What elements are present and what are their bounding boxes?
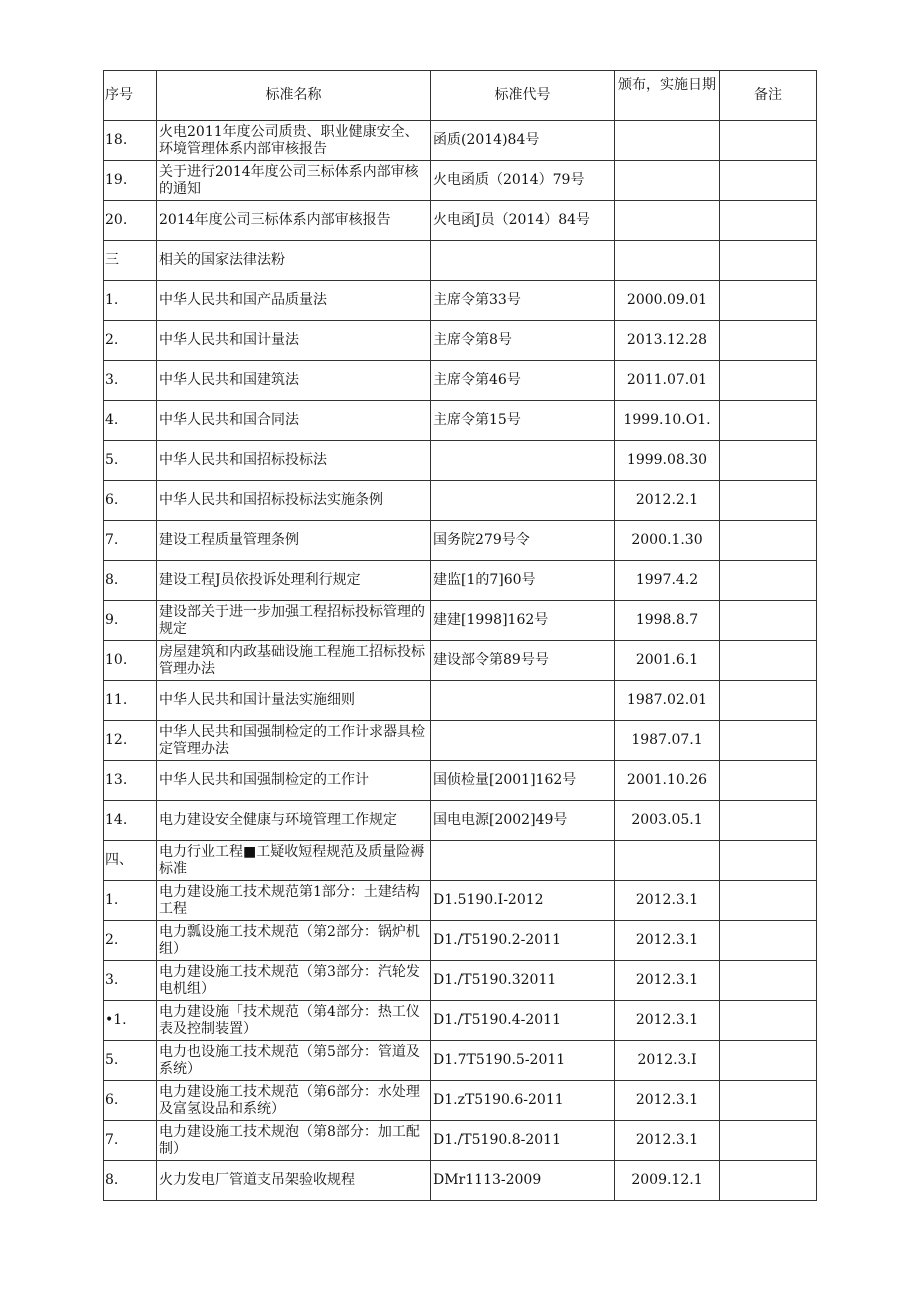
note-cell	[720, 241, 817, 281]
seq-cell: 3.	[104, 361, 157, 401]
code-cell	[431, 841, 615, 881]
note-cell	[720, 1121, 817, 1161]
seq-cell: 5.	[104, 441, 157, 481]
seq-cell: 1.	[104, 881, 157, 921]
note-cell	[720, 401, 817, 441]
date-cell: 2001.10.26	[615, 761, 720, 801]
name-cell: 建设工程J员依投诉处理利行规定	[157, 561, 431, 601]
code-cell: 函质(2014)84号	[431, 121, 615, 161]
code-cell: D1./T5190.4-2011	[431, 1001, 615, 1041]
seq-cell: 6.	[104, 481, 157, 521]
date-cell	[615, 121, 720, 161]
name-cell: 电力建设施工技术规泡（第8部分：加工配制）	[157, 1121, 431, 1161]
code-cell: D1.zT5190.6-2011	[431, 1081, 615, 1121]
name-cell: 中华人民共和国强制检定的工作计求器具检定管理办法	[157, 721, 431, 761]
name-cell: 火力发电厂管道支吊架验收规程	[157, 1161, 431, 1201]
date-cell: 2003.05.1	[615, 801, 720, 841]
name-cell: 电力也设施工技术规范（第5部分：管道及系统）	[157, 1041, 431, 1081]
date-cell: 2012.3.I	[615, 1041, 720, 1081]
note-cell	[720, 801, 817, 841]
seq-cell: 12.	[104, 721, 157, 761]
code-cell: D1./T5190.8-2011	[431, 1121, 615, 1161]
date-cell: 1999.08.30	[615, 441, 720, 481]
standards-document	[103, 70, 816, 1201]
code-cell: 火电函质（2014）79号	[431, 161, 615, 201]
date-cell	[615, 161, 720, 201]
code-cell: 主席令第15号	[431, 401, 615, 441]
code-cell: 建建[1998]162号	[431, 601, 615, 641]
table-row	[104, 121, 817, 161]
note-cell	[720, 921, 817, 961]
name-cell: 中华人民共和国产品质量法	[157, 281, 431, 321]
name-cell: 电力建设施「技术规范（第4部分：热工仪表及控制装置）	[157, 1001, 431, 1041]
date-cell: 2012.3.1	[615, 881, 720, 921]
table-row	[104, 961, 817, 1001]
name-cell: 中华人民共和国合同法	[157, 401, 431, 441]
note-cell	[720, 761, 817, 801]
note-cell	[720, 961, 817, 1001]
date-cell: 2001.6.1	[615, 641, 720, 681]
date-cell: 2013.12.28	[615, 321, 720, 361]
date-cell: 2012.3.1	[615, 1081, 720, 1121]
code-cell	[431, 441, 615, 481]
date-cell: 1998.8.7	[615, 601, 720, 641]
seq-cell: 7.	[104, 521, 157, 561]
name-cell: 中华人民共和国建筑法	[157, 361, 431, 401]
table-row	[104, 881, 817, 921]
date-cell	[615, 201, 720, 241]
table-row	[104, 1161, 817, 1201]
name-cell: 电力瓢设施工技术规范（第2部分：锅炉机组）	[157, 921, 431, 961]
code-cell: D1./T5190.32011	[431, 961, 615, 1001]
header-code: 标准代号	[431, 71, 615, 121]
table-row	[104, 641, 817, 681]
name-cell: 2014年度公司三标体系内部审核报告	[157, 201, 431, 241]
note-cell	[720, 161, 817, 201]
name-cell: 电力建设施工技术规范（第6部分：水处理及富氢设品和系统）	[157, 1081, 431, 1121]
seq-cell: 三	[104, 241, 157, 281]
code-cell: 建设部令第89号号	[431, 641, 615, 681]
name-cell: 房屋建筑和内政基础设施工程施工招标投标管理办法	[157, 641, 431, 681]
seq-cell: 18.	[104, 121, 157, 161]
table-row	[104, 361, 817, 401]
name-cell: 火电2011年度公司质贵、职业健康安全、环境管理体系内部审核报告	[157, 121, 431, 161]
name-cell: 建设工程质量管理条例	[157, 521, 431, 561]
note-cell	[720, 1001, 817, 1041]
seq-cell: 8.	[104, 561, 157, 601]
table-row	[104, 281, 817, 321]
date-cell	[615, 241, 720, 281]
header-name: 标准名称	[157, 71, 431, 121]
date-cell: 1987.07.1	[615, 721, 720, 761]
header-row	[104, 71, 817, 121]
table-row	[104, 401, 817, 441]
code-cell: DMr1113-2009	[431, 1161, 615, 1201]
table-row	[104, 1121, 817, 1161]
table-row	[104, 921, 817, 961]
name-cell: 中华人民共和国计量法	[157, 321, 431, 361]
seq-cell: 4.	[104, 401, 157, 441]
table-row	[104, 721, 817, 761]
name-cell: 关于进行2014年度公司三标体系内部审核的通知	[157, 161, 431, 201]
note-cell	[720, 681, 817, 721]
code-cell	[431, 241, 615, 281]
note-cell	[720, 641, 817, 681]
table-row	[104, 601, 817, 641]
code-cell: 主席令第46号	[431, 361, 615, 401]
date-cell: 2009.12.1	[615, 1161, 720, 1201]
name-cell: 建设部关于进一步加强工程招标投标管理的规定	[157, 601, 431, 641]
date-cell: 2012.3.1	[615, 921, 720, 961]
header-date: 颁布，实施日期	[615, 71, 720, 121]
header-seq: 序号	[104, 71, 157, 121]
code-cell	[431, 481, 615, 521]
seq-cell: 8.	[104, 1161, 157, 1201]
note-cell	[720, 201, 817, 241]
table-row	[104, 561, 817, 601]
code-cell: D1./T5190.2-2011	[431, 921, 615, 961]
code-cell: 建监[1的7]60号	[431, 561, 615, 601]
table-row	[104, 1001, 817, 1041]
table-row	[104, 761, 817, 801]
seq-cell: 10.	[104, 641, 157, 681]
table-row	[104, 841, 817, 881]
note-cell	[720, 1041, 817, 1081]
table-row	[104, 201, 817, 241]
table-row	[104, 1081, 817, 1121]
seq-cell: 9.	[104, 601, 157, 641]
date-cell: 2012.3.1	[615, 961, 720, 1001]
note-cell	[720, 561, 817, 601]
name-cell: 中华人民共和国招标投标法	[157, 441, 431, 481]
date-cell: 1997.4.2	[615, 561, 720, 601]
seq-cell: 11.	[104, 681, 157, 721]
note-cell	[720, 841, 817, 881]
seq-cell: •1.	[104, 1001, 157, 1041]
table-row	[104, 321, 817, 361]
code-cell: 国电电源[2002]49号	[431, 801, 615, 841]
code-cell: 主席令第8号	[431, 321, 615, 361]
seq-cell: 7.	[104, 1121, 157, 1161]
date-cell: 2012.3.1	[615, 1001, 720, 1041]
code-cell	[431, 721, 615, 761]
date-cell: 2012.2.1	[615, 481, 720, 521]
code-cell: 火电函J员（2014）84号	[431, 201, 615, 241]
name-cell: 中华人民共和国强制检定的工作计	[157, 761, 431, 801]
note-cell	[720, 1081, 817, 1121]
name-cell: 电力建设安全健康与环境管理工作规定	[157, 801, 431, 841]
table-row	[104, 241, 817, 281]
name-cell: 相关的国家法律法粉	[157, 241, 431, 281]
header-note: 备注	[720, 71, 817, 121]
date-cell: 1987.02.01	[615, 681, 720, 721]
note-cell	[720, 721, 817, 761]
table-row	[104, 481, 817, 521]
name-cell: 中华人民共和国招标投标法实施条例	[157, 481, 431, 521]
seq-cell: 6.	[104, 1081, 157, 1121]
note-cell	[720, 521, 817, 561]
note-cell	[720, 881, 817, 921]
seq-cell: 19.	[104, 161, 157, 201]
code-cell: 主席令第33号	[431, 281, 615, 321]
note-cell	[720, 361, 817, 401]
note-cell	[720, 481, 817, 521]
name-cell: 电力建设施工技术规范第1部分：土建结构工程	[157, 881, 431, 921]
seq-cell: 四、	[104, 841, 157, 881]
table-row	[104, 521, 817, 561]
seq-cell: 14.	[104, 801, 157, 841]
note-cell	[720, 601, 817, 641]
table-row	[104, 1041, 817, 1081]
code-cell: 国侦检量[2001]162号	[431, 761, 615, 801]
code-cell: 国务院279号令	[431, 521, 615, 561]
table-row	[104, 161, 817, 201]
seq-cell: 2.	[104, 921, 157, 961]
note-cell	[720, 441, 817, 481]
date-cell: 2000.09.01	[615, 281, 720, 321]
date-cell: 2000.1.30	[615, 521, 720, 561]
standards-table	[103, 70, 817, 1201]
code-cell: D1.7T5190.5-2011	[431, 1041, 615, 1081]
note-cell	[720, 281, 817, 321]
note-cell	[720, 1161, 817, 1201]
note-cell	[720, 121, 817, 161]
seq-cell: 13.	[104, 761, 157, 801]
date-cell: 2012.3.1	[615, 1121, 720, 1161]
date-cell: 1999.10.O1.	[615, 401, 720, 441]
date-cell: 2011.07.01	[615, 361, 720, 401]
date-cell	[615, 841, 720, 881]
name-cell: 电力建设施工技术规范（第3部分：汽轮发电机组）	[157, 961, 431, 1001]
note-cell	[720, 321, 817, 361]
code-cell: D1.5190.I-2012	[431, 881, 615, 921]
seq-cell: 20.	[104, 201, 157, 241]
seq-cell: 2.	[104, 321, 157, 361]
seq-cell: 3.	[104, 961, 157, 1001]
table-row	[104, 441, 817, 481]
seq-cell: 1.	[104, 281, 157, 321]
table-row	[104, 801, 817, 841]
table-row	[104, 681, 817, 721]
name-cell: 中华人民共和国计量法实施细则	[157, 681, 431, 721]
seq-cell: 5.	[104, 1041, 157, 1081]
code-cell	[431, 681, 615, 721]
name-cell: 电力行业工程■工疑收短程规范及质量险褥标准	[157, 841, 431, 881]
